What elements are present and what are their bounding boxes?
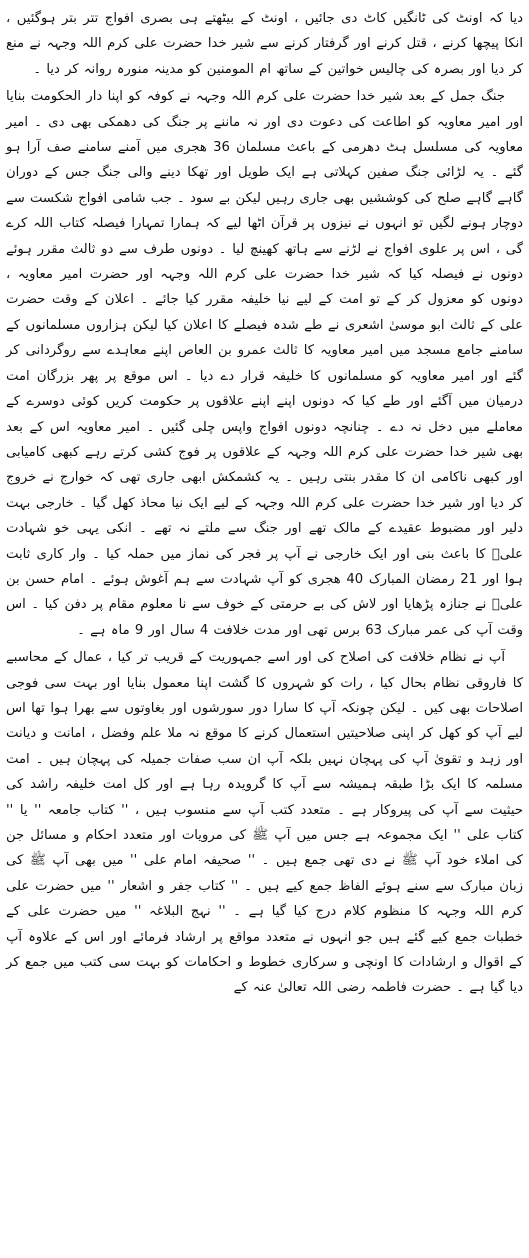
paragraph-3: آپ نے نظام خلافت کی اصلاح کی اور اسے جمہوریت کے قریب تر کیا ، عمال کے محاسبے کا فاروقی نظام بحال کیا ، رات کو شہروں کا گشت اپنا معمول بنایا اور بہت سی فوجی اصلاحات بھی کیں ۔ لیکن چونکہ آپ کا سارا دور سورشوں اور بغاوتوں سے بھرا ہوا تھا اس لیے آپ کو کھل کر اپنی صلاحیتیں استعمال کرنے کا موقع نہ ملا علم وفضل ، امانت و دیانت اور زہد و تقویٰ آپ کی پہچان نہیں بلکہ آپ ان سب صفات جمیلہ کی پہچان ہیں ۔ امت مسلمہ کا ایک بڑا طبقہ ہمیشہ سے آپ کا گرویدہ رہا ہے اور کل امت خلیفہ راشد کی حیثیت سے آپ کی پیروکار ہے ۔ متعدد کتب آپ سے منسوب ہیں ، '' کتاب جامعہ '' یا '' کتاب علی '' ایک مجموعہ ہے جس میں آپ ﷺ کی مرویات اور متعدد احکام و مسائل جن کی املاء خود آپ ﷺ نے دی تھی جمع ہیں ۔ '' صحیفہ امام علی '' میں بھی آپ ﷺ کی زبان مبارک سے سنے ہوئے الفاظ جمع کیے ہیں ۔ '' کتاب جفر و اشعار '' میں حضرت علی کرم اللہ وجہہ کا منظوم کلام درج کیا گیا ہے ۔ '' نہج البلاغہ '' میں حضرت علی کے خطبات جمع کیے گئے ہیں جو انہوں نے متعدد مواقع پر ارشاد فرمائے اور اس کے علاوہ آپ کے اقوال و ارشادات کا اونچی و سرکاری خطوط و احکامات کو بہت سی کتب میں جمع کر دیا گیا ہے ۔ حضرت فاطمہ رضی اللہ تعالیٰ عنہ کے bbox=[6, 650, 523, 996]
paragraph-1: دیا کہ اونٹ کی ٹانگیں کاٹ دی جائیں ، اونٹ کے بیٹھتے ہی بصری افواج تتر بتر ہوگئیں ، انکا پیچھا کرنے ، قتل کرنے اور گرفتار کرنے سے شیر خدا حضرت علی کرم اللہ وجہہ نے منع کر دیا اور بصرہ کی چالیس خواتین کے ساتھ ام المومنین کو مدینہ منورہ روانہ کر دیا ۔ bbox=[6, 11, 523, 77]
paragraph-2: جنگ جمل کے بعد شیر خدا حضرت علی کرم اللہ وجہہ نے کوفہ کو اپنا دار الحکومت بنایا اور امیر معاویہ کو اطاعت کی دعوت دی اور نہ ماننے پر جنگ کی دھمکی بھی دی ۔ امیر معاویہ کی مسلسل ہٹ دھرمی کے باعث مسلمان 36 ھجری میں آمنے سامنے صف آرا ہو گئے ۔ یہ لڑائی جنگ صفین کہلاتی ہے ایک طویل اور تھکا دینے والی جنگ جس کے دوران گاہے گاہے صلح کی کوششیں بھی جاری رہیں لیکن بے سود ۔ جب شامی افواج شکست سے دوچار ہونے لگیں تو انہوں نے نیزوں پر قرآن اٹھا لیے کہ ہمارا تمہارا فیصلہ کتاب اللہ کرے گی ، اس پر علوی افواج نے لڑنے سے ہاتھ کھینچ لیا ۔ دونوں طرف سے دو ثالث مقرر ہوئے دونوں نے فیصلہ کیا کہ شیر خدا حضرت علی کرم اللہ وجہہ اور حضرت امیر معاویہ ، دونوں کو معزول کر کے تو امت کے لیے نیا خلیفہ مقرر کیا جائے ۔ اعلان کے وقت حضرت علی کے ثالث ابو موسیٰ اشعری نے طے شدہ فیصلے کا اعلان کیا لیکن ہزاروں مسلمانوں کے سامنے جامع مسجد میں امیر معاویہ کا ثالث عمرو بن العاص اپنے معاہدے سے روگردانی کر گئے اور امیر معاویہ کو مسلمانوں کا خلیفہ قرار دے دیا ۔ اس موقع پر پھر بزرگان امت درمیان میں آگئے اور طے کیا کہ دونوں اپنے اپنے علاقوں پر حکومت کریں کوئی دوسرے کے معاملے میں دخل نہ دے ۔ چنانچہ دونوں افواج واپس چلی گئیں ۔ امیر معاویہ اس کے بعد بھی شیر خدا حضرت علی کرم اللہ وجہہ کے علاقوں پر فوج کشی کرتے رہے کبھی کامیابی اور کبھی ناکامی ان کا مقدر بنتی رہیں ۔ یہ کشمکش ابھی جاری تھی کہ خوارج نے خروج کر دیا اور شیر خدا حضرت علی کرم اللہ وجہہ کے لیے ایک نیا محاذ کھل گیا ۔ خارجی بہت دلیر اور مضبوط عقیدے کے مالک تھے اور جنگ سے ملتے نہ تھے ۔ انکی یہی خو شہادت علیؓ کا باعث بنی اور ایک خارجی نے آپ پر فجر کی نماز میں حملہ کیا ۔ وار کاری ثابت ہوا اور 21 رمضان المبارک 40 ھجری کو آپ شہادت سے ہم آغوش ہوئے ۔ امام حسن بن علیؓ نے جنازہ پڑھایا اور لاش کی بے حرمتی کے خوف سے نا معلوم مقام پر دفن کیا ۔ اس وقت آپ کی عمر مبارک 63 برس تھی اور مدت خلافت 4 سال اور 9 ماہ ہے ۔ bbox=[6, 89, 524, 638]
